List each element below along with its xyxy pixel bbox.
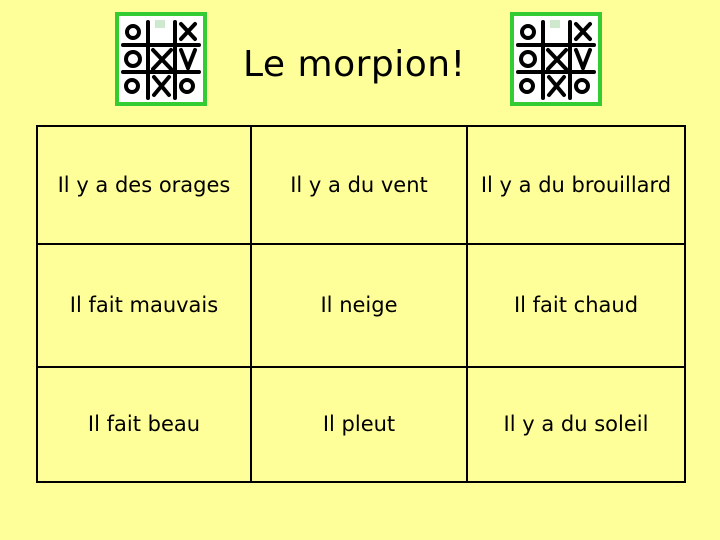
- board-cell[interactable]: Il fait chaud: [468, 245, 684, 368]
- tic-tac-toe-icon: [115, 12, 207, 106]
- game-board: [36, 125, 686, 483]
- board-cell[interactable]: Il y a des orages: [38, 127, 252, 245]
- board-cell[interactable]: Il fait beau: [38, 368, 252, 481]
- page-title: Le morpion!: [243, 44, 466, 85]
- board-cell[interactable]: Il neige: [252, 245, 468, 368]
- board-cell[interactable]: Il pleut: [252, 368, 468, 481]
- board-cell[interactable]: Il fait mauvais: [38, 245, 252, 368]
- board-cell[interactable]: Il y a du brouillard: [468, 127, 684, 245]
- tic-tac-toe-icon: [510, 12, 602, 106]
- board-cell[interactable]: Il y a du vent: [252, 127, 468, 245]
- board-cell[interactable]: Il y a du soleil: [503, 412, 649, 437]
